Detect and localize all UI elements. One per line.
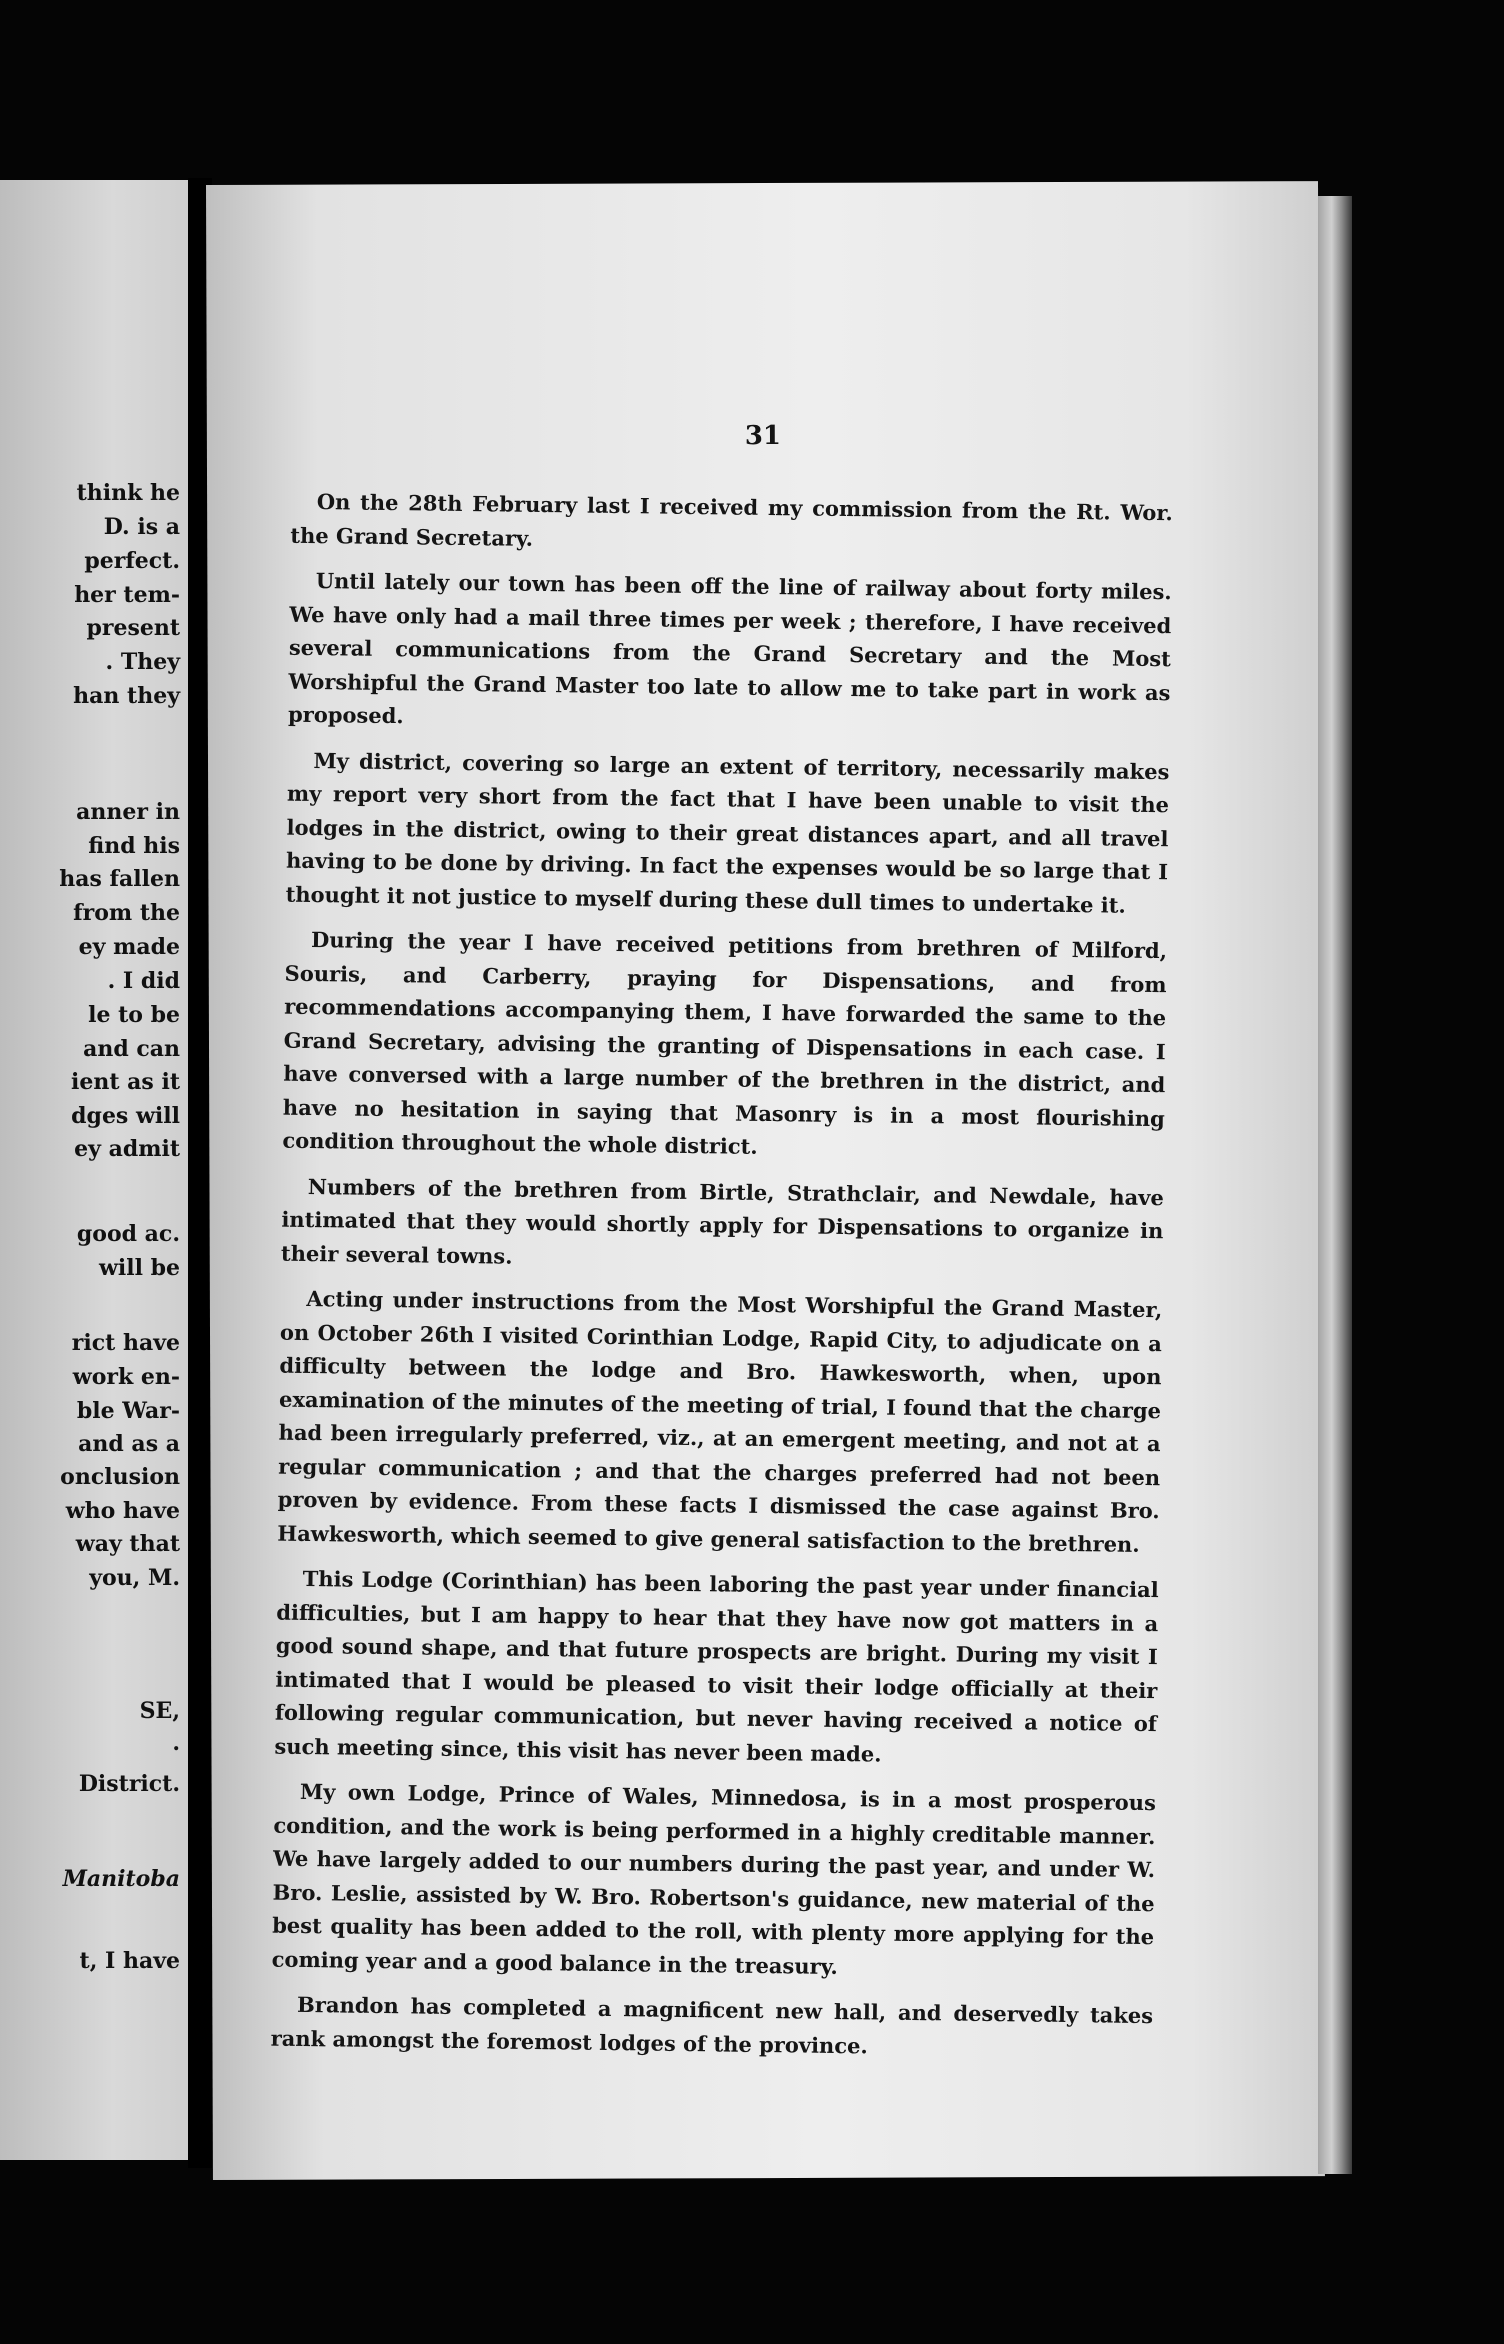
left-page-line: and as a [78,1431,180,1457]
paragraph: On the 28th February last I received my commission from the Rt. Wor. the Grand Secretary. [290,489,1173,551]
left-page-line: dges will [71,1103,180,1129]
left-page-line: perfect. [84,548,180,574]
left-page-line: from the [73,900,180,926]
left-page-line: D. is a [103,514,180,540]
paragraph: Numbers of the brethren from Birtle, Strathclair, and Newdale, have intimated that they would shortly apply for Dispensations to organize in their several towns. [280,1173,1164,1269]
left-page-line: you, M. [89,1565,180,1591]
paragraph: During the year I have received petitions from brethren of Milford, Souris, and Carberry, praying for Dispensations, and from recommendations accompanying them, I have forwarded the same to the Grand Secretary, advising the granting of Dispensations in each case. I have conversed with a large number of the brethren in the district, and have no hesitation in saying that Masonry is in a most flourishing condition throughout the whole district. [282,927,1168,1159]
left-page-line: Manitoba [62,1866,180,1892]
left-page-line: way that [75,1531,180,1557]
left-page-line: anner in [76,799,180,825]
paragraph: My district, covering so large an extent of territory, necessarily makes my report very short from the fact that I have been unable to visit the lodges in the district, owing to their great distances apart, and all travel having to be done by driving. In fact the expenses would be so large that I thought it not justice to myself during these dull times to undertake it. [285,747,1170,918]
left-page-line: rict have [71,1330,180,1356]
paragraph: This Lodge (Corinthian) has been laboring the past year under financial difficulties, but I am happy to hear that they have now got matters in a good sound shape, and that future prospects are bright. During my visit I intimated that I would be pleased to visit their lodge officially at their following regular communication, but never having received a notice of such meeting since, this visit has never been made. [274,1565,1159,1767]
right-page [206,181,1325,2180]
left-page-line: . I did [107,968,180,994]
paragraph: My own Lodge, Prince of Wales, Minnedosa, is in a most prosperous condition, and the work is being performed in a highly creditable manner. We have largely added to our numbers during the past year, and under W. Bro. Leslie, assisted by W. Bro. Robertson's guidance, new material of the best quality has been added to the roll, with plenty more applying for the coming year and a good balance in the treasury. [271,1778,1157,1979]
left-page [0,180,188,2160]
left-page-line: think he [76,480,180,506]
left-page-line: has fallen [59,866,180,892]
page-body [270,485,1173,2078]
left-page-line: her tem- [74,582,180,608]
left-page-line: work en- [72,1364,180,1390]
left-page-line: ble War- [76,1398,180,1424]
left-page-line: ey admit [74,1136,180,1162]
page-number: 31 [744,420,782,452]
left-page-line: le to be [88,1002,180,1028]
left-page-line: good ac. [76,1221,180,1247]
left-page-line: will be [98,1255,180,1281]
left-page-line: and can [83,1036,180,1062]
left-page-line: han they [73,683,180,709]
left-page-line: . They [105,649,180,675]
left-page-line: t, I have [79,1948,180,1974]
left-page-line: find his [88,833,180,859]
left-page-line: ey made [78,934,180,960]
left-page-line: who have [65,1498,180,1524]
left-page-line: ient as it [71,1069,180,1095]
left-page-line: District. [78,1771,180,1797]
paragraph: Brandon has completed a magnificent new hall, and deservedly takes rank amongst the foremost lodges of the province. [270,1991,1154,2058]
paragraph: Acting under instructions from the Most Worshipful the Grand Master, on October 26th I visited Corinthian Lodge, Rapid City, to adjudicate on a difficulty between the lodge and Bro. Hawkesworth, when, upon examination of the minutes of the meeting of trial, I found that the charge had been irregularly preferred, viz., at an emergent meeting, and not at a regular communication ; and that the charges preferred had not been proven by evidence. From these facts I dismissed the case against Bro. Hawkesworth, which seemed to give general satisfaction to the brethren. [277,1285,1163,1557]
left-page-line: . [172,1730,180,1756]
left-page-line: present [86,615,180,641]
left-page-line: onclusion [60,1464,180,1490]
page-edge [1318,196,1352,2174]
left-page-line: SE, [139,1698,180,1724]
paragraph: Until lately our town has been off the line of railway about forty miles. We have only had a mail three times per week ; therefore, I have received several communications from the Grand Secretary and the Most Worshipful the Grand Master too late to allow me to take part in work as proposed. [287,568,1172,729]
